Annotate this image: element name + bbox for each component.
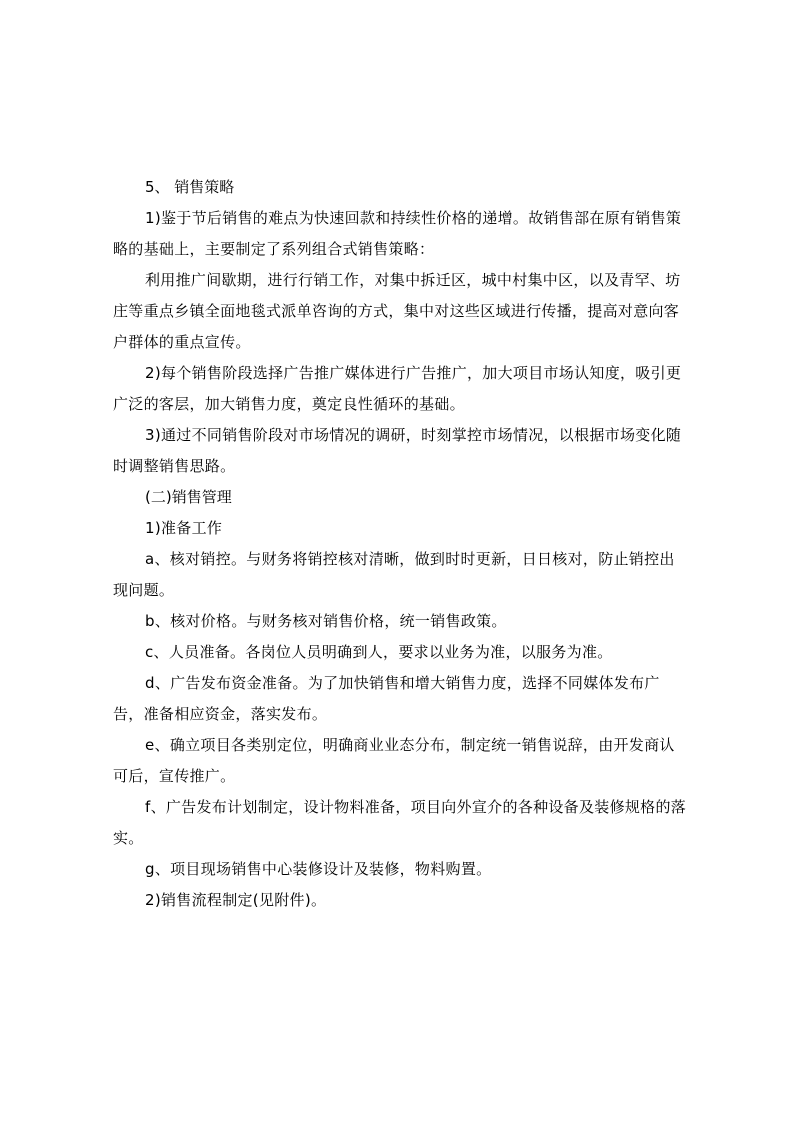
list-item-b: b、核对价格。与财务核对销售价格，统一销售政策。 xyxy=(145,612,507,630)
paragraph-market-research: 3)通过不同销售阶段对市场情况的调研，时刻掌控市场情况，以根据市场变化随时调整销售思路。 xyxy=(113,426,682,475)
paragraph-strategy-intro: 1)鉴于节后销售的难点为快速回款和持续性价格的递增。故销售部在原有销售策略的基础上，主要制定了系列组合式销售策略： xyxy=(113,209,682,258)
paragraph-sales-process: 2)销售流程制定(见附件)。 xyxy=(145,891,327,909)
list-item-g: g、项目现场销售中心装修设计及装修，物料购置。 xyxy=(145,860,492,878)
list-item-f: f、广告发布计划制定，设计物料准备，项目向外宣介的各种设备及装修规格的落实。 xyxy=(113,798,687,847)
section-heading-sales-strategy: 5、 销售策略 xyxy=(145,178,235,196)
section-heading-sales-management: (二)销售管理 xyxy=(145,488,232,506)
list-item-a: a、核对销控。与财务将销控核对清晰，做到时时更新，日日核对，防止销控出现问题。 xyxy=(113,550,675,599)
paragraph-promotion-gap: 利用推广间歇期，进行行销工作，对集中拆迁区，城中村集中区，以及青罕、坊庄等重点乡镇全面地毯式派单咨询的方式，集中对这些区域进行传播，提高对意向客户群体的重点宣传。 xyxy=(113,271,681,351)
list-item-c: c、人员准备。各岗位人员明确到人，要求以业务为准，以服务为准。 xyxy=(145,643,613,661)
document-body xyxy=(113,172,689,916)
list-item-d: d、广告发布资金准备。为了加快销售和增大销售力度，选择不同媒体发布广告，准备相应资金，落实发布。 xyxy=(113,674,660,723)
paragraph-ad-media: 2)每个销售阶段选择广告推广媒体进行广告推广，加大项目市场认知度，吸引更广泛的客层，加大销售力度，奠定良性循环的基础。 xyxy=(113,364,682,413)
list-item-e: e、确立项目各类别定位，明确商业业态分布，制定统一销售说辞，由开发商认可后，宣传推广。 xyxy=(113,736,675,785)
paragraph-preparation-title: 1)准备工作 xyxy=(145,519,223,537)
